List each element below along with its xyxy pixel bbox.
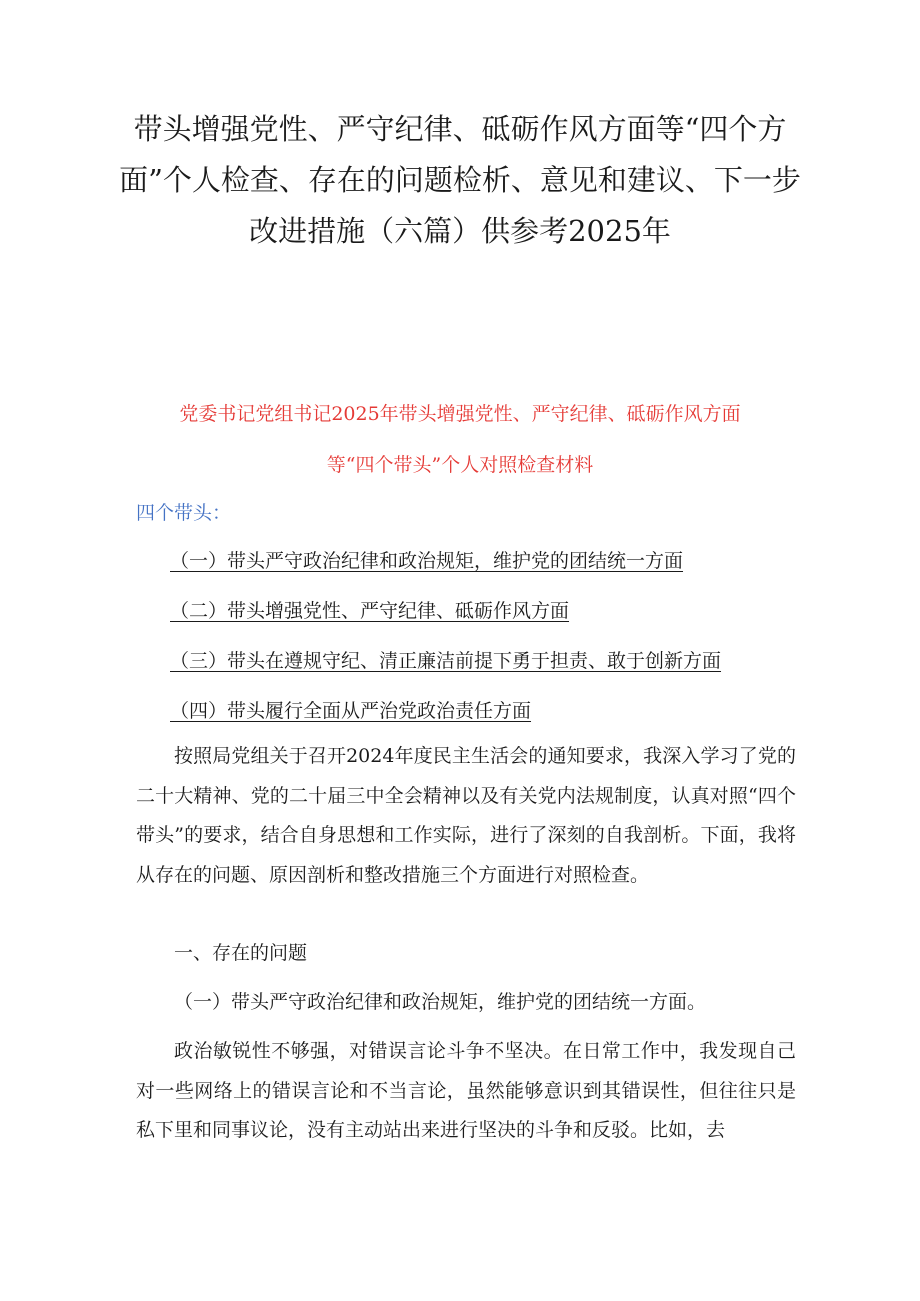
head-item-2-text: （二）带头增强党性、严守纪律、砥砺作风方面 [170,600,570,622]
head-item-1-text: （一）带头严守政治纪律和政治规矩，维护党的团结统一方面 [170,550,684,572]
head-item-3-text: （三）带头在遵规守纪、清正廉洁前提下勇于担责、敢于创新方面 [170,650,722,672]
subtitle-line-2: 等“四个带头”个人对照检查材料 [326,454,594,476]
head-item-1 [170,548,721,598]
four-heads-list [170,548,721,748]
section-1-heading: 一、存在的问题 [174,942,308,964]
four-heads-label: 四个带头： [136,502,232,524]
head-item-4-text: （四）带头履行全面从严治党政治责任方面 [170,700,532,722]
document-title: 带头增强党性、严守纪律、砥砺作风方面等“四个方面”个人检查、存在的问题检析、意见和建议、下一步改进措施（六篇）供参考2025年 [119,112,801,248]
head-item-3 [170,648,721,698]
section-1-paragraph: 政治敏锐性不够强，对错误言论斗争不坚决。在日常工作中，我发现自己对一些网络上的错误言论和不当言论，虽然能够意识到其错误性，但往往只是私下里和同事议论，没有主动站出来进行坚决的斗争和反驳。比如，去 [136,1040,796,1141]
section-1-subheading: （一）带头严守政治纪律和政治规矩，维护党的团结统一方面。 [174,991,707,1013]
intro-paragraph: 按照局党组关于召开2024年度民主生活会的通知要求，我深入学习了党的二十大精神、党的二十届三中全会精神以及有关党内法规制度，认真对照“四个带头”的要求，结合自身思想和工作实际，进行了深刻的自我剖析。下面，我将从存在的问题、原因剖析和整改措施三个方面进行对照检查。 [136,745,796,886]
subtitle-line-1: 党委书记党组书记2025年带头增强党性、严守纪律、砥砺作风方面 [179,403,741,425]
head-item-2 [170,598,721,648]
